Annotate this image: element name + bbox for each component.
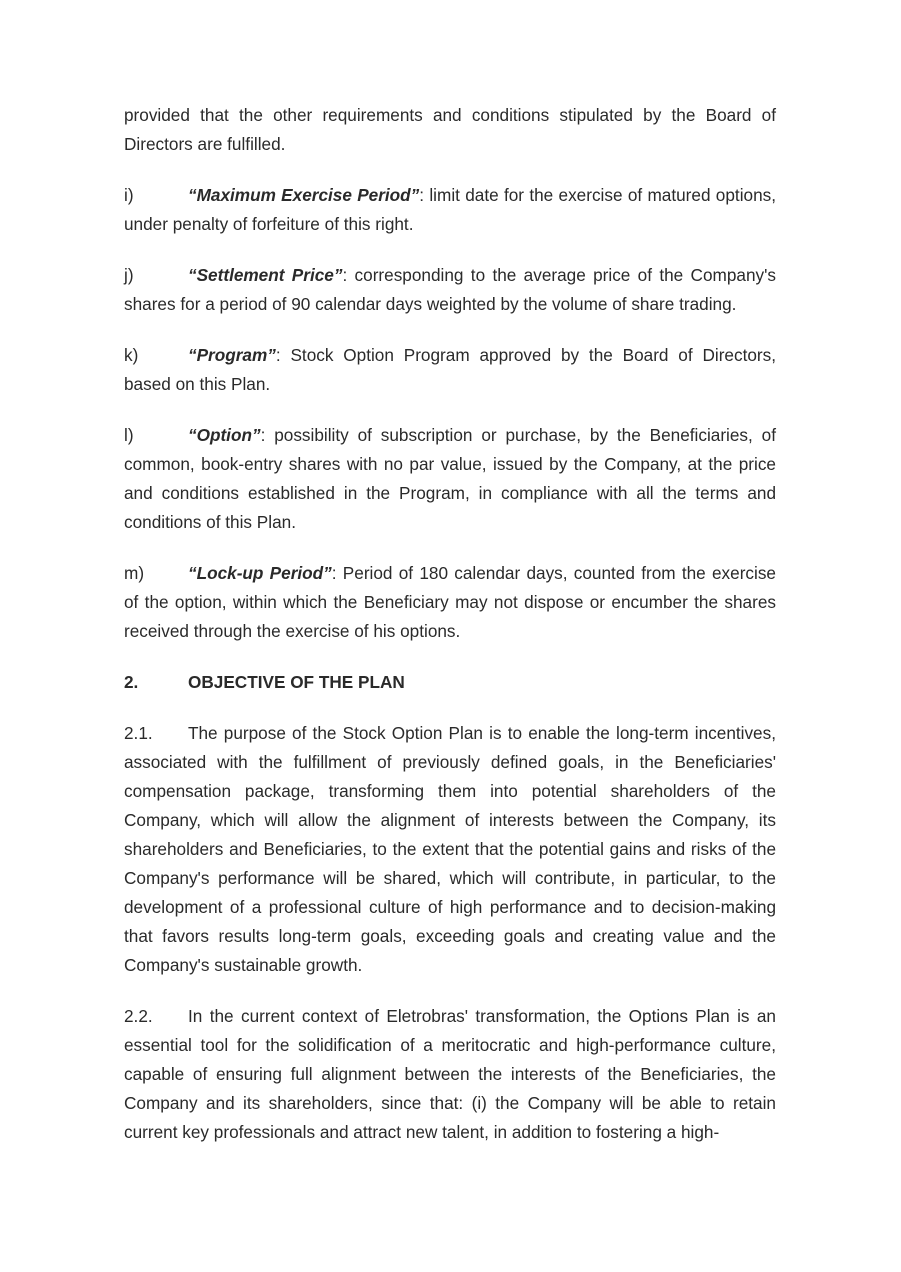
intro-paragraph [124, 101, 776, 159]
definition-label: m) [124, 563, 145, 583]
definition-item-j [124, 261, 776, 319]
section-heading [124, 668, 776, 697]
definition-term: “Settlement Price” [188, 265, 343, 285]
clause-2-1 [124, 719, 776, 980]
clause-number: 2.1. [124, 723, 153, 743]
definition-item-m [124, 559, 776, 646]
section-number: 2. [124, 672, 139, 692]
definition-item-l [124, 421, 776, 537]
definition-label: k) [124, 345, 139, 365]
intro-text: provided that the other requirements and conditions stipulated by the Board of Directors are fulfilled. [124, 105, 776, 154]
definition-term: “Option” [188, 425, 261, 445]
document-page [124, 101, 776, 1147]
definition-text: : Period of 180 calendar days, counted from the exercise of the option, within which the Beneficiary may not dispose or encumber the shares received through the exercise of his options. [124, 563, 776, 641]
definition-term: “Program” [188, 345, 276, 365]
section-title: OBJECTIVE OF THE PLAN [188, 672, 405, 692]
clause-text: In the current context of Eletrobras' transformation, the Options Plan is an essential tool for the solidification of a meritocratic and high-performance culture, capable of ensuring full alignment between the interests of the Beneficiaries, the Company and its shareholders, since that: (i) the Company will be able to retain current key professionals and attract new talent, in addition to fostering a high- [124, 1006, 776, 1142]
clause-number: 2.2. [124, 1006, 153, 1026]
clause-text: The purpose of the Stock Option Plan is to enable the long-term incentives, associated with the fulfillment of previously defined goals, in the Beneficiaries' compensation package, transforming them into potential shareholders of the Company, which will allow the alignment of interests between the Company, its shareholders and Beneficiaries, to the extent that the potential gains and risks of the Company's performance will be shared, which will contribute, in particular, to the development of a professional culture of high performance and to decision-making that favors results long-term goals, exceeding goals and creating value and the Company's sustainable growth. [124, 723, 776, 975]
definition-term: “Lock-up Period” [188, 563, 332, 583]
definition-text: : Stock Option Program approved by the Board of Directors, based on this Plan. [124, 345, 776, 394]
clause-2-2 [124, 1002, 776, 1147]
definition-term: “Maximum Exercise Period” [188, 185, 420, 205]
definition-item-k [124, 341, 776, 399]
definition-label: l) [124, 425, 134, 445]
definition-text: : limit date for the exercise of matured options, under penalty of forfeiture of this right. [124, 185, 777, 234]
definition-item-i [124, 181, 776, 239]
definition-label: i) [124, 185, 134, 205]
definition-label: j) [124, 265, 134, 285]
definition-text: : possibility of subscription or purchase, by the Beneficiaries, of common, book-entry shares with no par value, issued by the Company, at the price and conditions established in the Program, in compliance with all the terms and conditions of this Plan. [124, 425, 776, 532]
definition-text: : corresponding to the average price of the Company's shares for a period of 90 calendar days weighted by the volume of share trading. [124, 265, 776, 314]
